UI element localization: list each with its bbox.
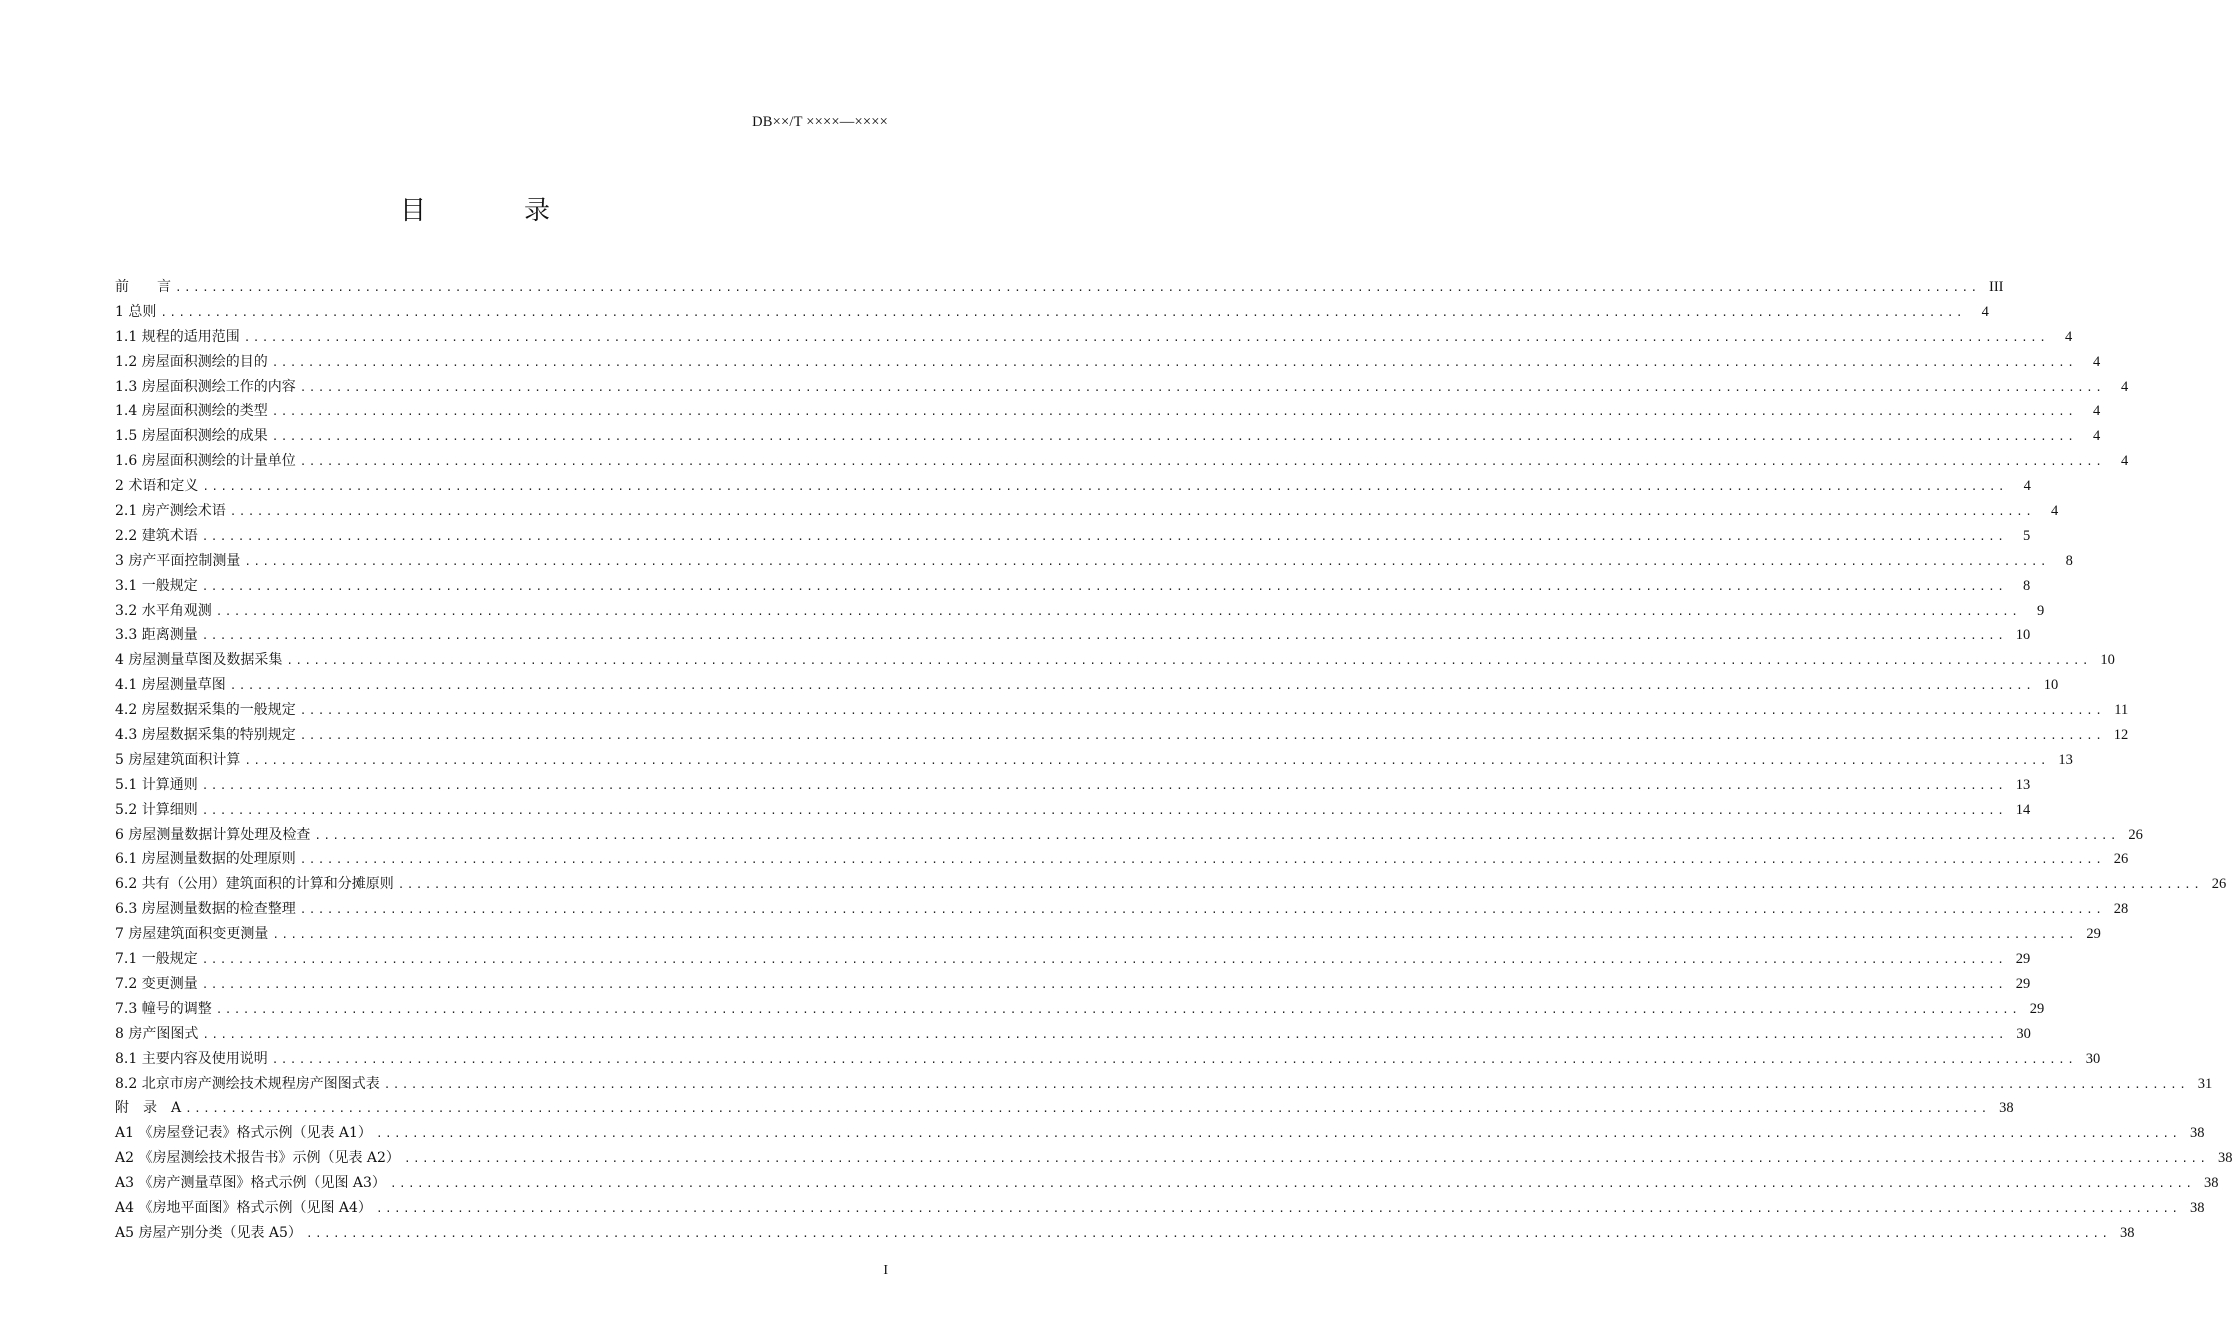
toc-entry-page: 11: [2114, 702, 2129, 719]
toc-leader-dots: ........................................................................................................................................................................................................: [299, 380, 2105, 394]
toc-leader-dots: ........................................................................................................................................................................................................: [215, 1002, 2021, 1016]
toc-entry[interactable]: [115, 972, 2031, 997]
toc-entry-page: 29: [2086, 926, 2101, 943]
table-of-contents: [115, 275, 2232, 1246]
toc-leader-dots: ........................................................................................................................................................................................................: [299, 903, 2105, 917]
toc-entry-page: 5: [2022, 527, 2031, 544]
toc-entry-label: 3.2 水平角观测: [115, 602, 212, 619]
toc-entry-label: 7.1 一般规定: [115, 951, 198, 968]
toc-entry-page: 4: [2092, 403, 2101, 420]
toc-entry-label: 2 术语和定义: [115, 478, 199, 495]
toc-leader-dots: ........................................................................................................................................................................................................: [299, 704, 2105, 718]
toc-leader-dots: ........................................................................................................................................................................................................: [244, 554, 2049, 568]
toc-entry-label: 2.1 房产测绘术语: [115, 503, 226, 520]
toc-entry-label: 1.3 房屋面积测绘工作的内容: [115, 378, 296, 395]
toc-entry[interactable]: [115, 1096, 2014, 1121]
toc-entry-label: 8.1 主要内容及使用说明: [115, 1050, 268, 1067]
toc-entry[interactable]: [115, 499, 2059, 524]
toc-leader-dots: ........................................................................................................................................................................................................: [201, 579, 2007, 593]
toc-leader-dots: ........................................................................................................................................................................................................: [201, 629, 2007, 643]
toc-entry[interactable]: [115, 847, 2129, 872]
toc-entry[interactable]: [115, 1221, 2135, 1246]
toc-entry-label: 5 房屋建筑面积计算: [115, 751, 241, 768]
toc-entry-page: 38: [2189, 1125, 2205, 1142]
toc-entry-page: 14: [2015, 801, 2031, 818]
toc-entry-page: 38: [1999, 1100, 2014, 1117]
toc-entry-page: 28: [2113, 901, 2129, 918]
toc-entry[interactable]: [115, 399, 2101, 424]
toc-entry-label: A3 《房产测量草图》格式示例（见图 A3）: [115, 1175, 386, 1192]
toc-leader-dots: ........................................................................................................................................................................................................: [403, 1152, 2209, 1166]
toc-leader-dots: ........................................................................................................................................................................................................: [375, 1127, 2181, 1141]
toc-leader-dots: ........................................................................................................................................................................................................: [175, 281, 1980, 294]
toc-entry-page: 26: [2128, 826, 2143, 843]
toc-entry-page: 13: [2058, 751, 2073, 768]
toc-leader-dots: ........................................................................................................................................................................................................: [160, 305, 1965, 319]
toc-entry[interactable]: [115, 698, 2129, 723]
toc-leader-dots: ........................................................................................................................................................................................................: [201, 778, 2007, 792]
toc-entry-page: 4: [1981, 303, 1989, 320]
toc-leader-dots: ........................................................................................................................................................................................................: [383, 1077, 2189, 1091]
toc-entry-page: 4: [2023, 478, 2031, 495]
toc-entry-page: III: [1989, 279, 2004, 295]
toc-leader-dots: ........................................................................................................................................................................................................: [286, 654, 2091, 668]
toc-entry[interactable]: [115, 1171, 2219, 1196]
toc-leader-dots: ........................................................................................................................................................................................................: [305, 1226, 2111, 1240]
toc-entry-label: 6.1 房屋测量数据的处理原则: [115, 851, 296, 868]
toc-entry-label: 5.2 计算细则: [115, 801, 198, 818]
toc-leader-dots: ........................................................................................................................................................................................................: [229, 679, 2035, 693]
toc-entry-label: 6.2 共有（公用）建筑面积的计算和分摊原则: [115, 876, 394, 893]
toc-leader-dots: ........................................................................................................................................................................................................: [272, 928, 2077, 942]
toc-entry-label: 前 言: [115, 279, 171, 295]
toc-entry-page: 38: [2189, 1199, 2205, 1216]
toc-leader-dots: ........................................................................................................................................................................................................: [299, 455, 2105, 469]
toc-entry-page: 26: [2211, 876, 2227, 893]
toc-entry-label: 1.6 房屋面积测绘的计量单位: [115, 453, 296, 470]
toc-entry-page: 8: [2065, 552, 2073, 569]
toc-leader-dots: ........................................................................................................................................................................................................: [244, 753, 2049, 767]
toc-entry-page: 29: [2015, 975, 2031, 992]
toc-entry[interactable]: [115, 599, 2045, 624]
toc-leader-dots: ........................................................................................................................................................................................................: [201, 977, 2007, 991]
toc-entry[interactable]: [115, 1121, 2205, 1146]
toc-leader-dots: ........................................................................................................................................................................................................: [375, 1201, 2181, 1215]
toc-entry-page: 9: [2036, 602, 2045, 619]
toc-entry-page: 8: [2022, 577, 2031, 594]
toc-entry[interactable]: [115, 474, 2031, 499]
toc-entry-label: 4.3 房屋数据采集的特别规定: [115, 727, 296, 744]
toc-entry-page: 30: [2016, 1025, 2031, 1042]
toc-entry[interactable]: [115, 872, 2227, 897]
toc-entry-label: 附 录 A: [115, 1100, 182, 1117]
toc-entry-page: 4: [2092, 428, 2101, 445]
toc-leader-dots: ........................................................................................................................................................................................................: [201, 953, 2007, 967]
toc-entry-label: 7.2 变更测量: [115, 975, 198, 992]
toc-entry[interactable]: [115, 1022, 2031, 1047]
toc-entry[interactable]: [115, 823, 2143, 848]
toc-entry-page: 29: [2015, 951, 2031, 968]
toc-entry[interactable]: [115, 449, 2129, 474]
toc-leader-dots: ........................................................................................................................................................................................................: [202, 480, 2007, 494]
toc-entry-label: 4 房屋测量草图及数据采集: [115, 652, 283, 669]
toc-entry[interactable]: [115, 947, 2031, 972]
toc-entry[interactable]: [115, 922, 2101, 947]
toc-entry-label: A5 房屋产别分类（见表 A5）: [115, 1224, 302, 1241]
toc-leader-dots: ........................................................................................................................................................................................................: [271, 430, 2077, 444]
toc-leader-dots: ........................................................................................................................................................................................................: [229, 505, 2035, 519]
toc-entry[interactable]: [115, 623, 2031, 648]
toc-entry-page: 38: [2203, 1175, 2219, 1192]
toc-entry-page: 12: [2113, 727, 2129, 744]
toc-entry[interactable]: [115, 798, 2031, 823]
toc-entry-label: A2 《房屋测绘技术报告书》示例（见表 A2）: [115, 1150, 400, 1167]
toc-entry[interactable]: [115, 1146, 2232, 1171]
toc-leader-dots: ........................................................................................................................................................................................................: [314, 828, 2119, 842]
toc-entry-label: 1.5 房屋面积测绘的成果: [115, 428, 268, 445]
toc-leader-dots: ........................................................................................................................................................................................................: [201, 529, 2007, 543]
toc-entry-label: A1 《房屋登记表》格式示例（见表 A1）: [115, 1125, 372, 1142]
toc-entry-label: 7.3 幢号的调整: [115, 1000, 212, 1017]
toc-leader-dots: ........................................................................................................................................................................................................: [215, 604, 2021, 618]
toc-entry-page: 4: [2120, 378, 2129, 395]
toc-entry[interactable]: [115, 325, 2073, 350]
toc-entry-label: 1 总则: [115, 303, 157, 320]
toc-entry-page: 26: [2113, 851, 2129, 868]
toc-leader-dots: ........................................................................................................................................................................................................: [201, 803, 2007, 817]
toc-entry-label: 4.1 房屋测量草图: [115, 677, 226, 694]
toc-entry[interactable]: [115, 275, 2004, 300]
toc-entry[interactable]: [115, 300, 1989, 325]
toc-entry[interactable]: [115, 997, 2045, 1022]
toc-entry-label: 8.2 北京市房产测绘技术规程房产图图式表: [115, 1075, 380, 1092]
document-code: DB××/T ××××—××××: [752, 114, 888, 130]
toc-entry[interactable]: [115, 1072, 2213, 1097]
toc-entry-label: 3.1 一般规定: [115, 577, 198, 594]
toc-leader-dots: ........................................................................................................................................................................................................: [299, 729, 2105, 743]
toc-entry-page: 10: [2100, 652, 2115, 669]
toc-entry-label: 6 房屋测量数据计算处理及检查: [115, 826, 311, 843]
toc-entry-label: 4.2 房屋数据采集的一般规定: [115, 702, 296, 719]
toc-leader-dots: ........................................................................................................................................................................................................: [271, 355, 2077, 369]
toc-entry-page: 13: [2015, 776, 2031, 793]
toc-entry-page: 10: [2043, 677, 2059, 694]
toc-leader-dots: ........................................................................................................................................................................................................: [271, 405, 2077, 419]
toc-entry-page: 4: [2092, 353, 2101, 370]
toc-leader-dots: ........................................................................................................................................................................................................: [202, 1027, 2007, 1041]
toc-leader-dots: ........................................................................................................................................................................................................: [299, 853, 2105, 867]
toc-entry-label: 8 房产图图式: [115, 1025, 199, 1042]
toc-entry[interactable]: [115, 773, 2031, 798]
toc-entry-page: 31: [2197, 1075, 2213, 1092]
toc-entry-label: 7 房屋建筑面积变更测量: [115, 926, 269, 943]
toc-entry-label: 1.2 房屋面积测绘的目的: [115, 353, 268, 370]
toc-leader-dots: ........................................................................................................................................................................................................: [271, 1052, 2077, 1066]
toc-leader-dots: ........................................................................................................................................................................................................: [185, 1102, 1990, 1116]
toc-entry[interactable]: [115, 897, 2129, 922]
toc-leader-dots: ........................................................................................................................................................................................................: [397, 878, 2203, 892]
toc-entry[interactable]: [115, 723, 2129, 748]
toc-entry-label: 3 房产平面控制测量: [115, 552, 241, 569]
toc-entry[interactable]: [115, 673, 2059, 698]
toc-entry-page: 38: [2217, 1150, 2232, 1167]
toc-entry-page: 4: [2120, 453, 2129, 470]
toc-entry-label: 2.2 建筑术语: [115, 527, 198, 544]
toc-entry-page: 10: [2015, 627, 2031, 644]
toc-leader-dots: ........................................................................................................................................................................................................: [389, 1177, 2195, 1191]
toc-entry-page: 30: [2085, 1050, 2101, 1067]
toc-entry-page: 4: [2064, 328, 2073, 345]
toc-entry[interactable]: [115, 748, 2073, 773]
toc-entry-page: 29: [2029, 1000, 2045, 1017]
toc-entry-label: 1.4 房屋面积测绘的类型: [115, 403, 268, 420]
toc-entry[interactable]: [115, 549, 2073, 574]
toc-entry-label: 6.3 房屋测量数据的检查整理: [115, 901, 296, 918]
toc-entry-label: A4 《房地平面图》格式示例（见图 A4）: [115, 1199, 372, 1216]
page-title: 目 录: [399, 196, 586, 226]
toc-entry[interactable]: [115, 574, 2031, 599]
toc-entry-page: 4: [2050, 503, 2059, 520]
toc-entry-label: 5.1 计算通则: [115, 776, 198, 793]
page-number: I: [883, 1263, 888, 1278]
toc-entry[interactable]: [115, 1196, 2205, 1221]
toc-entry[interactable]: [115, 1047, 2101, 1072]
toc-entry[interactable]: [115, 350, 2101, 375]
toc-leader-dots: ........................................................................................................................................................................................................: [243, 330, 2049, 344]
toc-entry[interactable]: [115, 424, 2101, 449]
toc-entry[interactable]: [115, 375, 2129, 400]
toc-entry-label: 1.1 规程的适用范围: [115, 328, 240, 345]
toc-entry[interactable]: [115, 524, 2031, 549]
toc-entry-label: 3.3 距离测量: [115, 627, 198, 644]
toc-entry[interactable]: [115, 648, 2115, 673]
toc-entry-page: 38: [2119, 1224, 2135, 1241]
